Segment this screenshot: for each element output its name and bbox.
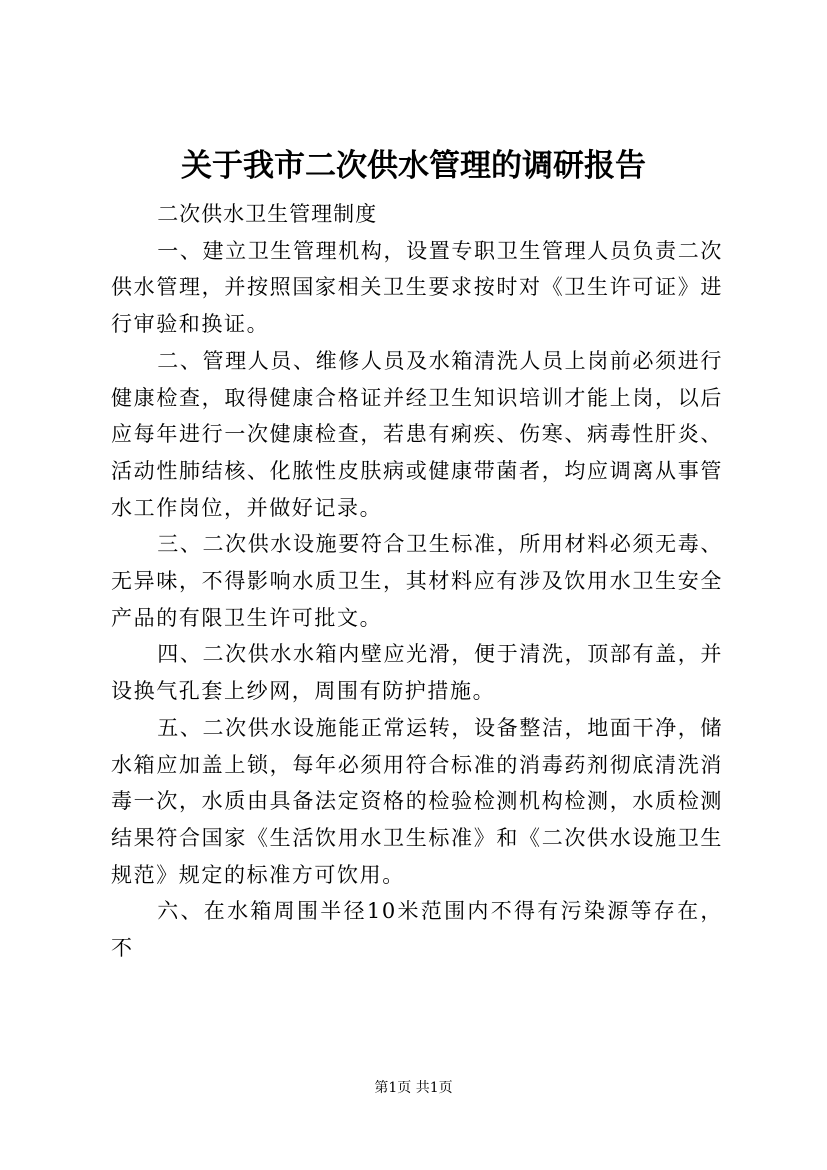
paragraph-3: 三、二次供水设施要符合卫生标准，所用材料必须无毒、无异味，不得影响水质卫生，其材料应有涉及饮用水卫生安全产品的有限卫生许可批文。 [111,532,723,630]
paragraph-6: 六、在水箱周围半径10米范围内不得有污染源等存在，不 [111,899,723,961]
paragraph-2: 二、管理人员、维修人员及水箱清洗人员上岗前必须进行健康检查，取得健康合格证并经卫生知识培训才能上岗，以后应每年进行一次健康检查，若患有痢疾、伤寒、病毒性肝炎、活动性肺结核、化脓性皮肤病或健康带菌者，均应调离从事管水工作岗位，并做好记录。 [111,348,723,520]
page-footer: 第1页 共1页 [374,1080,453,1096]
paragraph-4: 四、二次供水水箱内壁应光滑，便于清洗，顶部有盖，并设换气孔套上纱网，周围有防护措施。 [111,642,723,704]
document-body [111,196,723,967]
paragraph-5: 五、二次供水设施能正常运转，设备整洁，地面干净，储水箱应加盖上锁，每年必须用符合标准的消毒药剂彻底清洗消毒一次，水质由具备法定资格的检验检测机构检测，水质检测结果符合国家《生活饮用水卫生标准》和《二次供水设施卫生规范》规定的标准方可饮用。 [111,715,723,887]
paragraph-1: 一、建立卫生管理机构，设置专职卫生管理人员负责二次供水管理，并按照国家相关卫生要求按时对《卫生许可证》进行审验和换证。 [111,238,723,337]
section-heading: 二次供水卫生管理制度 [157,202,378,226]
document-title: 关于我市二次供水管理的调研报告 [181,148,646,184]
